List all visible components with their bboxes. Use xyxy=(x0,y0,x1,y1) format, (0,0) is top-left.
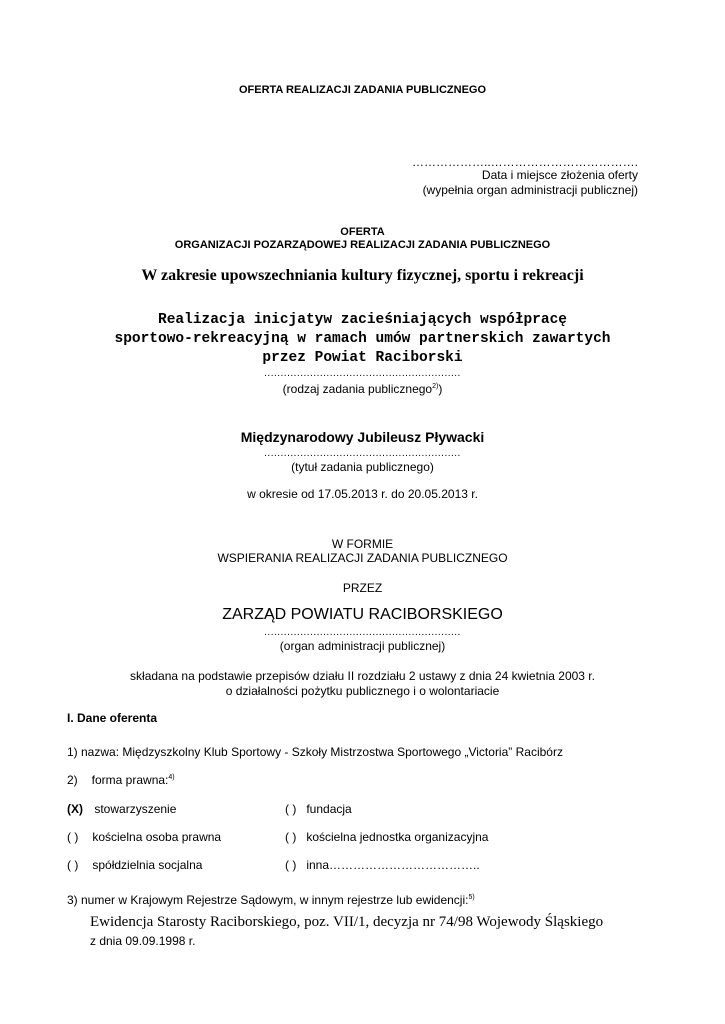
section-heading: I. Dane oferenta xyxy=(67,711,158,725)
offer-subheading: ORGANIZACJI POZARZĄDOWEJ REALIZACJI ZADANIA PUBLICZNEGO xyxy=(174,239,551,251)
legal-basis-line1: składana na podstawie przepisów działu II rozdziału 2 ustawy z dnia 24 kwietnia 2003 r. xyxy=(130,669,595,683)
task-title-caption: (tytuł zadania publicznego) xyxy=(291,460,434,474)
footnote-4-marker: 4) xyxy=(168,774,175,781)
option-label: inna……………………………….. xyxy=(306,858,480,872)
option-church-unit[interactable] xyxy=(285,830,488,844)
task-period: w okresie od 17.05.2013 r. do 20.05.2013 r. xyxy=(247,487,478,501)
authority-dots: ............................................................ xyxy=(264,627,461,638)
option-social-cooperative[interactable] xyxy=(67,858,202,872)
submission-dots: ………………..………………………………. xyxy=(411,155,638,169)
form-heading: W FORMIE xyxy=(331,537,394,551)
option-label: kościelna jednostka organizacyjna xyxy=(306,830,489,844)
form-subheading: WSPIERANIA REALIZACJI ZADANIA PUBLICZNEGO xyxy=(217,551,508,565)
task-title: Międzynarodowy Jubileusz Pływacki xyxy=(240,429,485,445)
via-label: PRZEZ xyxy=(342,581,383,595)
option-other[interactable] xyxy=(285,858,480,872)
task-type-dots: ............................................................ xyxy=(264,368,461,379)
authority-caption: (organ administracji publicznej) xyxy=(279,639,446,653)
option-checkbox[interactable]: (X) xyxy=(67,802,83,816)
footnote-5-marker: 5) xyxy=(468,894,475,901)
option-foundation[interactable] xyxy=(285,802,352,816)
authority-name: ZARZĄD POWIATU RACIBORSKIEGO xyxy=(222,606,503,623)
task-type-line2: sportowo-rekreacyjną w ramach umów partnerskich zawartych xyxy=(114,331,611,347)
option-checkbox[interactable]: ( ) xyxy=(67,830,79,844)
option-label: kościelna osoba prawna xyxy=(92,830,222,844)
legal-form-label: forma prawna: xyxy=(91,773,169,787)
task-type-caption-text: (rodzaj zadania publicznego xyxy=(282,382,433,396)
register-value: Ewidencja Starosty Raciborskiego, poz. VII/1, decyzja nr 74/98 Wojewody Śląskiego xyxy=(90,914,604,930)
legal-form-number: 2) xyxy=(67,773,78,787)
legal-form-row xyxy=(67,773,175,787)
option-checkbox[interactable]: ( ) xyxy=(285,858,297,872)
document-title: OFERTA REALIZACJI ZADANIA PUBLICZNEGO xyxy=(238,84,487,96)
task-title-dots: ............................................................ xyxy=(264,448,461,459)
submission-note: (wypełnia organ administracji publicznej) xyxy=(422,183,638,197)
option-checkbox[interactable]: ( ) xyxy=(285,802,297,816)
register-label: 3) numer w Krajowym Rejestrze Sądowym, w innym rejestrze lub ewidencji: xyxy=(67,893,469,907)
option-label: stowarzyszenie xyxy=(94,802,177,816)
footnote-2-marker: 2) xyxy=(432,383,439,390)
option-label: fundacja xyxy=(306,802,352,816)
task-type-line1: Realizacja inicjatyw zacieśniających współpracę xyxy=(158,312,567,328)
offer-heading: OFERTA xyxy=(340,226,385,238)
offer-scope: W zakresie upowszechniania kultury fizycznej, sportu i rekreacji xyxy=(141,267,584,284)
task-type-line3: przez Powiat Raciborski xyxy=(262,350,463,366)
task-type-caption-close: ) xyxy=(438,382,443,396)
option-checkbox[interactable]: ( ) xyxy=(285,830,297,844)
register-row xyxy=(67,893,475,907)
option-association[interactable] xyxy=(67,802,176,816)
option-checkbox[interactable]: ( ) xyxy=(67,858,79,872)
legal-basis-line2: o działalności pożytku publicznego i o wolontariacie xyxy=(225,684,500,698)
submission-date-label: Data i miejsce złożenia oferty xyxy=(481,168,638,182)
offerent-name: 1) nazwa: Międzyszkolny Klub Sportowy - Szkoły Mistrzostwa Sportowego „Victoria” Racibórz xyxy=(67,745,563,759)
task-type-caption xyxy=(0,382,725,396)
option-church-legal-person[interactable] xyxy=(67,830,221,844)
option-label: spółdzielnia socjalna xyxy=(92,858,203,872)
register-date: z dnia 09.09.1998 r. xyxy=(90,934,196,948)
